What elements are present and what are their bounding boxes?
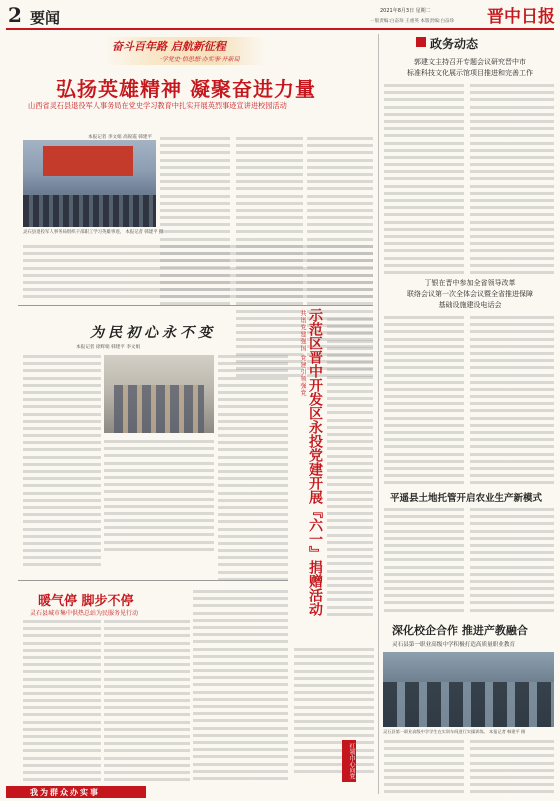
red-scarf-tag: 红领巾心向党 — [342, 740, 356, 782]
feature-body-col-2 — [104, 440, 214, 555]
right-story1-body-col-1 — [384, 84, 464, 278]
masthead-rule — [6, 28, 554, 30]
paper-name: 晋中日报 — [487, 7, 555, 27]
photo-audience — [23, 195, 156, 227]
right-story1-body-col-2 — [470, 84, 554, 278]
bottom-left-body-col-3 — [193, 590, 288, 784]
vertical-kicker: 共谱党建强国 党建引领强党 — [299, 310, 306, 397]
page-number: 2 — [8, 3, 22, 27]
right-story3-body-col-1 — [384, 508, 464, 616]
right-story2-title: 丁银在晋中参加全省领导改革 联络会议第一次全体会议暨全省推进保障 基础设施建设电话会 — [407, 279, 533, 309]
lead-photo-caption: 灵石县退役军人事务局组织干部职工学习英雄事迹。 本报记者 韩建平 摄 — [23, 230, 164, 235]
feature-body-col-1 — [23, 355, 101, 571]
right-section-title: 政务动态 — [430, 37, 479, 51]
right-story3-title: 平遥县土地托管开启农业生产新模式 — [390, 493, 543, 504]
kicker-line-2: ·学党史·悟思想·办实事·开新局 — [160, 56, 240, 63]
right-story4-body-col-1 — [384, 740, 464, 798]
editors-line: 一版责编:白奋珍 王重英 本版责编:白奋珍 — [370, 19, 455, 24]
bottom-left-body-col-2 — [104, 620, 190, 785]
feature-byline: 本报记者 徐辉娟 韩建平 李文娟 — [76, 345, 141, 350]
rule-feature-bottom — [18, 580, 288, 581]
right-story1-title: 郭建文主持召开专题会议研究晋中市 标准科技文化展示馆项目推进和完善工作 — [407, 58, 533, 77]
photo-screen — [43, 146, 133, 176]
photo-people — [114, 385, 204, 433]
right-story4-title: 深化校企合作 推进产教融合 — [392, 624, 528, 637]
lead-body-bottom — [23, 245, 373, 303]
right-story4-subtitle: 灵石县第一职业高级中学积极打造高质量职业教育 — [392, 642, 516, 648]
feature-photo — [104, 355, 214, 433]
kicker-line-1: 奋斗百年路 启航新征程 — [112, 40, 226, 53]
footer-banner-label: 我为群众办实事 — [30, 788, 100, 797]
lead-byline: 本报记者 李文娟 高锐霞 韩建平 — [88, 135, 153, 140]
lead-photo — [23, 140, 156, 227]
right-story3-body-col-2 — [470, 508, 554, 616]
section-name: 要闻 — [30, 9, 61, 27]
feature-title: 为民初心永不变 — [90, 325, 216, 341]
vertical-headline: 示范区晋中开发区永投党建开展『六一』捐赠活动 — [307, 308, 323, 616]
bottom-left-body-col-1 — [23, 620, 101, 785]
lead-subheadline: 山西省灵石县退役军人事务局在党史学习教育中扎实开展英烈事迹宣讲进校园活动 — [28, 101, 287, 110]
right-story2-body-col-2 — [470, 316, 554, 489]
date-line: 2021年8月3日 星期二 — [380, 8, 431, 14]
right-story4-photo — [383, 652, 554, 727]
vertical-story-body-a — [327, 318, 373, 620]
lead-headline: 弘扬英雄精神 凝聚奋进力量 — [56, 77, 316, 101]
bottom-left-subtitle: 灵石县城市集中供热总站为民服务见行动 — [30, 610, 139, 617]
column-divider — [378, 34, 379, 794]
photo-machines — [383, 682, 554, 727]
right-story2-body-col-1 — [384, 316, 464, 489]
right-story4-body-col-2 — [470, 740, 554, 798]
vertical-story-body-b — [294, 648, 374, 777]
section-icon — [416, 37, 426, 47]
right-photo-caption: 灵石县第一职业高级中学学生在实训车间进行实操训练。 本报记者 韩建平 摄 — [383, 729, 526, 734]
rule-lead-bottom — [18, 305, 373, 306]
bottom-left-title: 暖气停 脚步不停 — [38, 594, 134, 609]
feature-body-col-3 — [218, 355, 288, 585]
